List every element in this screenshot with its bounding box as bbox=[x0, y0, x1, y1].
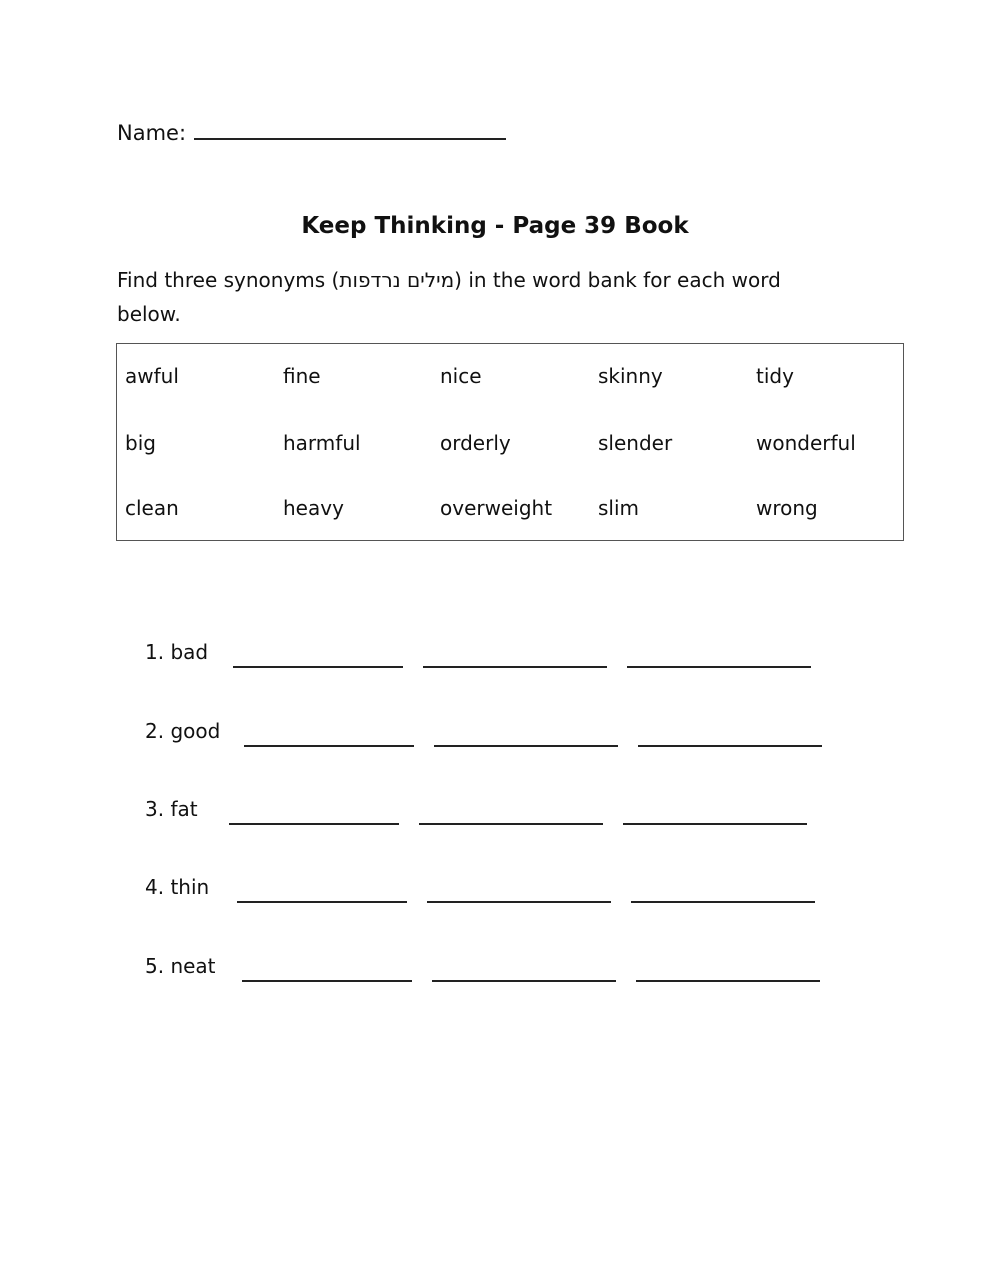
answer-blank[interactable] bbox=[242, 980, 412, 982]
answer-blank[interactable] bbox=[423, 666, 607, 668]
answer-blank[interactable] bbox=[237, 901, 407, 903]
word-bank-item: harmful bbox=[283, 431, 361, 455]
word-bank-row bbox=[117, 431, 903, 461]
word-bank-item: tidy bbox=[756, 364, 794, 388]
word-bank-item: slim bbox=[598, 496, 640, 520]
answer-blank[interactable] bbox=[229, 823, 399, 825]
answer-blank[interactable] bbox=[244, 745, 414, 747]
word-bank-item: awful bbox=[125, 364, 179, 388]
answer-blank[interactable] bbox=[623, 823, 807, 825]
word-bank-item: fine bbox=[283, 364, 321, 388]
answer-blank[interactable] bbox=[636, 980, 820, 982]
exercise-item bbox=[145, 797, 845, 831]
word-bank-item: nice bbox=[440, 364, 482, 388]
name-label: Name: bbox=[117, 121, 187, 145]
exercise-item bbox=[145, 719, 845, 753]
word-bank bbox=[116, 343, 904, 541]
exercise-item bbox=[145, 954, 845, 988]
word-bank-item: clean bbox=[125, 496, 179, 520]
exercise-item bbox=[145, 875, 845, 909]
word-bank-item: skinny bbox=[598, 364, 663, 388]
word-bank-item: heavy bbox=[283, 496, 344, 520]
answer-blank[interactable] bbox=[233, 666, 403, 668]
exercise-label: 1. bad bbox=[145, 640, 209, 664]
answer-blank[interactable] bbox=[434, 745, 618, 747]
exercise-item bbox=[145, 640, 845, 674]
answer-blank[interactable] bbox=[627, 666, 811, 668]
name-blank-line[interactable] bbox=[194, 116, 506, 140]
answer-blank[interactable] bbox=[419, 823, 603, 825]
word-bank-item: wrong bbox=[756, 496, 818, 520]
word-bank-item: big bbox=[125, 431, 156, 455]
exercise-label: 5. neat bbox=[145, 954, 216, 978]
word-bank-item: overweight bbox=[440, 496, 553, 520]
name-field-row bbox=[117, 116, 506, 145]
word-bank-row bbox=[117, 364, 903, 394]
word-bank-row bbox=[117, 496, 903, 526]
exercise-label: 3. fat bbox=[145, 797, 198, 821]
answer-blank[interactable] bbox=[638, 745, 822, 747]
exercise-label: 4. thin bbox=[145, 875, 210, 899]
word-bank-item: slender bbox=[598, 431, 673, 455]
exercise-label: 2. good bbox=[145, 719, 221, 743]
word-bank-item: wonderful bbox=[756, 431, 856, 455]
instructions: Find three synonyms (מילים נרדפות) in the word bank for each word below. bbox=[117, 268, 781, 326]
page-title: Keep Thinking - Page 39 Book bbox=[301, 213, 689, 239]
answer-blank[interactable] bbox=[427, 901, 611, 903]
answer-blank[interactable] bbox=[631, 901, 815, 903]
answer-blank[interactable] bbox=[432, 980, 616, 982]
word-bank-item: orderly bbox=[440, 431, 511, 455]
